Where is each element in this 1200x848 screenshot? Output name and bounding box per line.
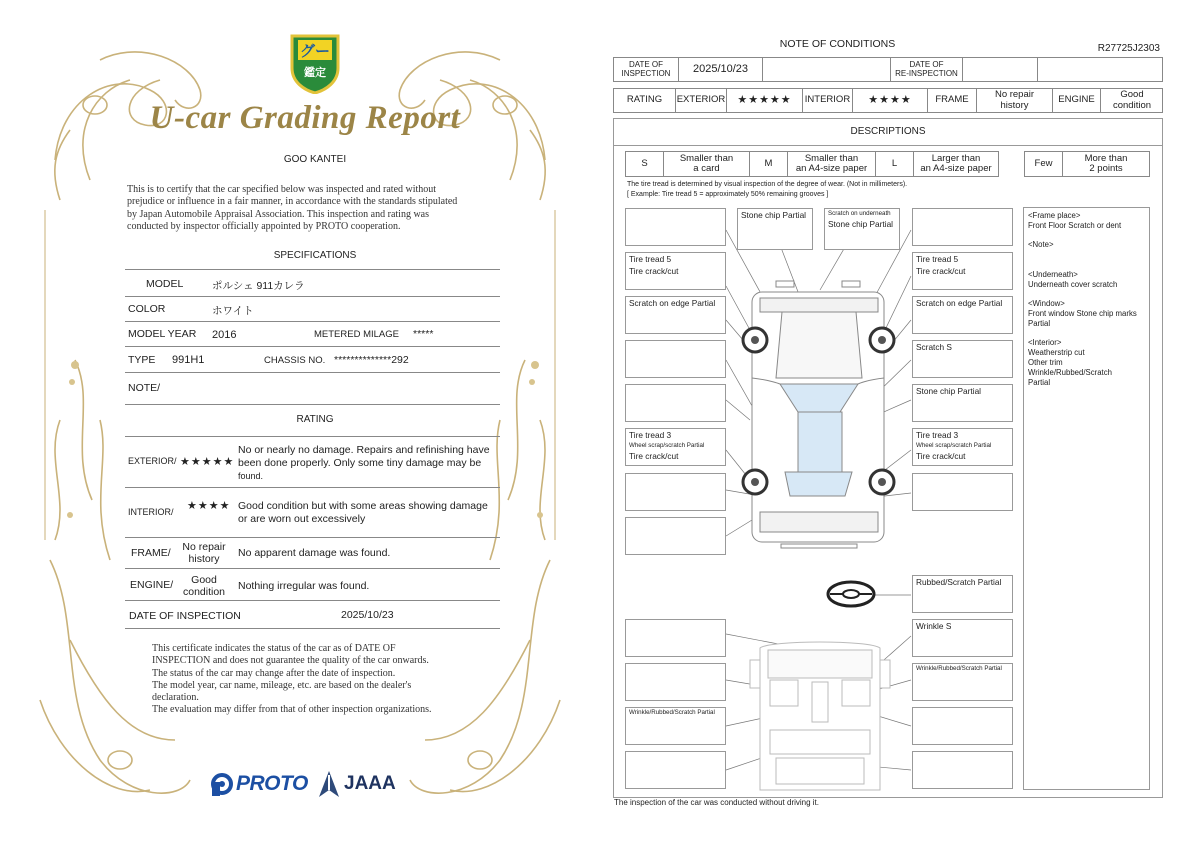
rating-label: RATING	[614, 89, 676, 112]
label-line: INSPECTION	[621, 68, 671, 78]
interior-left-annotation-box	[625, 619, 726, 657]
left-annotation-text: Tire crack/cut	[629, 266, 679, 276]
footer-note: The inspection of the car was conducted without driving it.	[614, 798, 819, 807]
right-annotation-text: Wheel scrap/scratch Partial	[916, 442, 992, 449]
disclaimer-line: INSPECTION and does not guarantee the quality of the car onwards.	[152, 655, 429, 667]
frame-label: FRAME	[928, 89, 977, 112]
model-value: ポルシェ 911カレラ	[212, 280, 305, 292]
frame-value-line: history	[188, 553, 220, 565]
notes-lines	[1024, 208, 1149, 390]
mileage-label: METERED MILAGE	[314, 329, 399, 340]
interior-right-annotation-box	[912, 663, 1013, 701]
value-line: condition	[1112, 99, 1152, 111]
divider	[125, 436, 500, 437]
model-year-label: MODEL YEAR	[128, 328, 197, 340]
note-line: Partial	[1028, 377, 1051, 387]
interior-right-annotation-text: Rubbed/Scratch Partial	[916, 577, 1002, 587]
legend-line: an A4-size paper	[795, 163, 868, 174]
note-line: Front Floor Scratch or dent	[1028, 220, 1122, 230]
certify-line: conducted by inspector officially appointed by PROTO cooperation.	[127, 220, 401, 232]
engine-value-line: condition	[182, 586, 226, 598]
note-line: <Note>	[1028, 240, 1054, 250]
right-annotation-text: Tire tread 3	[916, 430, 959, 440]
note-line	[1028, 231, 1145, 241]
date-of-inspection-value: 2025/10/23	[679, 58, 763, 81]
exterior-desc-line: No or nearly no damage. Repairs and refinishing have	[238, 444, 490, 456]
exterior-stars: ★★★★★	[727, 89, 803, 112]
value-line: history	[1000, 99, 1029, 111]
note-of-conditions	[600, 0, 1200, 848]
label-line: RE-INSPECTION	[895, 68, 958, 78]
interior-right-annotation-box	[912, 751, 1013, 789]
note-line: Partial	[1028, 318, 1051, 328]
left-annotation-text: Wheel scrap/scratch Partial	[629, 442, 705, 449]
certify-line: by Japan Automobile Appraisal Association. This inspection and rating was	[127, 208, 429, 220]
top-annotation-text: Stone chip Partial	[741, 210, 807, 220]
rating-heading: RATING	[296, 414, 334, 425]
color-label: COLOR	[128, 303, 166, 315]
legend-line: Smaller than	[679, 152, 734, 164]
exterior-description	[238, 444, 498, 483]
note-line: <Frame place>	[1028, 211, 1081, 220]
divider	[125, 487, 500, 488]
proto-mark-icon	[210, 772, 234, 796]
interior-right-annotation-text: Wrinkle S	[916, 621, 952, 631]
report-title: U-car Grading Report	[149, 100, 461, 136]
disclaimer-line: The evaluation may differ from that of other inspection organizations.	[152, 704, 432, 716]
divider	[125, 568, 500, 569]
note-label: NOTE/	[128, 382, 161, 394]
interior-left-annotation-box	[625, 707, 726, 745]
interior-description	[238, 500, 498, 526]
divider	[125, 321, 500, 322]
logo-bottom-text: 鑑定	[304, 66, 326, 79]
top-annotation-box	[824, 208, 900, 250]
few-key: Few	[1025, 152, 1063, 176]
divider	[125, 296, 500, 297]
exterior-label: EXTERIOR/	[128, 456, 177, 466]
frame-value-line: No repair	[182, 541, 226, 553]
certify-text	[127, 184, 507, 233]
engine-value-line: Good	[191, 574, 217, 586]
note-line: Underneath cover scratch	[1028, 279, 1118, 289]
jaaa-logo	[318, 769, 396, 799]
legend-line: 2 points	[1089, 163, 1123, 174]
legend-line: Larger than	[931, 152, 981, 164]
right-annotation-text: Tire crack/cut	[916, 266, 966, 276]
divider	[125, 346, 500, 347]
right-annotation-box	[912, 340, 1013, 378]
exterior-desc-line: been done properly. Only some tiny damage may be	[238, 457, 482, 469]
interior-left-annotation-box	[625, 663, 726, 701]
right-annotation-box	[912, 296, 1013, 334]
left-annotation-text: Tire crack/cut	[629, 451, 679, 461]
left-annotation-box	[625, 296, 726, 334]
steering-wheel-icon	[828, 582, 874, 606]
right-annotation-box	[912, 384, 1013, 422]
interior-left-annotation-box	[625, 751, 726, 789]
left-annotation-box	[625, 428, 726, 466]
note-line: Other trim	[1028, 357, 1063, 367]
interior-stars: ★★★★	[853, 89, 928, 112]
note-line	[1028, 329, 1145, 339]
report-subtitle: GOO KANTEI	[283, 154, 347, 165]
chassis-value: **************292	[334, 354, 409, 366]
size-key-s: S	[626, 152, 664, 176]
notes-panel	[1023, 207, 1150, 790]
frame-value	[174, 541, 234, 565]
exterior-desc-line: found.	[238, 471, 264, 481]
chassis-label: CHASSIS NO.	[264, 355, 326, 366]
divider	[125, 404, 500, 405]
interior-view	[750, 642, 890, 790]
interior-label: INTERIOR	[803, 89, 853, 112]
size-key-l: L	[876, 152, 914, 176]
logo-top-text: グー	[299, 42, 331, 60]
goo-kantei-logo	[286, 32, 344, 94]
divider	[125, 628, 500, 629]
left-annotation-text: Tire tread 5	[629, 254, 672, 264]
legend-line: More than	[1084, 152, 1128, 164]
tread-note-line: The tire tread is determined by visual inspection of the degree of wear. (Not in millimeters).	[627, 181, 908, 188]
left-annotation-box	[625, 384, 726, 422]
note-line: <Window>	[1028, 299, 1065, 309]
certify-line: prejudice or influence in a fair manner, in accordance with the standards stipulated	[127, 196, 458, 208]
right-annotation-text: Tire crack/cut	[916, 451, 966, 461]
disclaimer-line: This certificate indicates the status of the car as of DATE OF	[152, 643, 396, 654]
left-annotation-text: Scratch on edge Partial	[629, 298, 716, 308]
type-label: TYPE	[128, 354, 156, 366]
interior-stars: ★★★★	[187, 500, 231, 512]
model-year-value: 2016	[212, 329, 237, 341]
engine-label: ENGINE	[1053, 89, 1101, 112]
right-annotation-box	[912, 473, 1013, 511]
jaaa-mark-icon	[318, 770, 340, 798]
size-key-m: M	[750, 152, 788, 176]
interior-right-annotation-box	[912, 619, 1013, 657]
specifications-heading: SPECIFICATIONS	[273, 250, 357, 261]
interior-right-annotation-box	[912, 575, 1013, 613]
certify-line: This is to certify that the car specified below was inspected and rated without	[127, 184, 437, 195]
disclaimer-line: declaration.	[152, 692, 199, 704]
reference-number: R27725J2303	[1097, 43, 1160, 54]
divider	[125, 372, 500, 373]
label-line: DATE OF	[628, 59, 664, 69]
top-annotation-text: Stone chip Partial	[828, 219, 894, 229]
interior-label: INTERIOR/	[128, 507, 174, 517]
divider	[125, 600, 500, 601]
note-line: Front window Stone chip marks	[1028, 308, 1137, 318]
type-value: 991H1	[172, 354, 205, 366]
exterior-stars: ★★★★★	[180, 456, 235, 468]
note-line: <Underneath>	[1028, 269, 1078, 279]
inspection-date-label: DATE OF INSPECTION	[129, 610, 241, 622]
model-label: MODEL	[146, 278, 184, 290]
engine-value	[174, 574, 234, 598]
note-line	[1028, 250, 1145, 260]
car-top-view	[752, 281, 884, 548]
exterior-label: EXTERIOR	[676, 89, 727, 112]
descriptions-heading: DESCRIPTIONS	[850, 126, 926, 137]
frame-label: FRAME/	[131, 547, 171, 559]
interior-desc-line: or are worn out excessively	[238, 513, 366, 525]
note-line	[1028, 289, 1145, 299]
interior-left-annotation-text: Wrinkle/Rubbed/Scratch Partial	[629, 709, 715, 716]
right-annotation-text: Scratch S	[916, 342, 952, 352]
value-line: No repair	[994, 89, 1035, 101]
divider	[125, 269, 500, 270]
proto-brand-text: PROTO	[236, 772, 308, 795]
note-line: <Interior>	[1028, 338, 1062, 348]
left-annotation-text: Tire tread 3	[629, 430, 672, 440]
right-annotation-box	[912, 428, 1013, 466]
engine-description: Nothing irregular was found.	[238, 580, 370, 592]
right-annotation-box	[912, 208, 1013, 246]
note-line: Weatherstrip cut	[1028, 348, 1085, 358]
right-annotation-text: Stone chip Partial	[916, 386, 982, 396]
disclaimer-line: The model year, car name, mileage, etc. are based on the dealer's	[152, 679, 412, 691]
legend-line: Smaller than	[804, 152, 859, 164]
conditions-heading: NOTE OF CONDITIONS	[779, 38, 896, 50]
note-line	[1028, 260, 1145, 270]
engine-label: ENGINE/	[130, 579, 174, 591]
right-annotation-text: Scratch on edge Partial	[916, 298, 1003, 308]
proto-logo	[210, 769, 308, 799]
jaaa-brand-text: JAAA	[344, 773, 396, 794]
divider	[125, 537, 500, 538]
mileage-value: *****	[413, 328, 434, 340]
interior-right-annotation-text: Wrinkle/Rubbed/Scratch Partial	[916, 665, 1002, 672]
legend-line: a card	[693, 163, 720, 174]
interior-right-annotation-box	[912, 707, 1013, 745]
note-line: Wrinkle/Rubbed/Scratch	[1028, 367, 1112, 377]
disclaimer	[152, 643, 492, 717]
value-line: Good	[1120, 89, 1144, 101]
color-value: ホワイト	[212, 305, 254, 317]
top-annotation-box	[737, 208, 813, 250]
left-annotation-box	[625, 252, 726, 290]
top-annotation-text: Scratch on underneath	[828, 210, 891, 217]
right-annotation-box	[912, 252, 1013, 290]
inspection-date-value: 2025/10/23	[341, 609, 394, 621]
left-annotation-box	[625, 517, 726, 555]
left-annotation-box	[625, 208, 726, 246]
left-annotation-box	[625, 340, 726, 378]
interior-desc-line: Good condition but with some areas showing damage	[238, 500, 488, 512]
right-annotation-text: Tire tread 5	[916, 254, 959, 264]
tread-note-line: [ Example: Tire tread 5 = approximately 50% remaining grooves ]	[627, 190, 829, 198]
disclaimer-line: The status of the car may change after the date of inspection.	[152, 667, 396, 679]
frame-description: No apparent damage was found.	[238, 547, 391, 559]
label-line: DATE OF	[909, 59, 944, 69]
legend-line: an A4-size paper	[920, 163, 992, 174]
left-annotation-box	[625, 473, 726, 511]
